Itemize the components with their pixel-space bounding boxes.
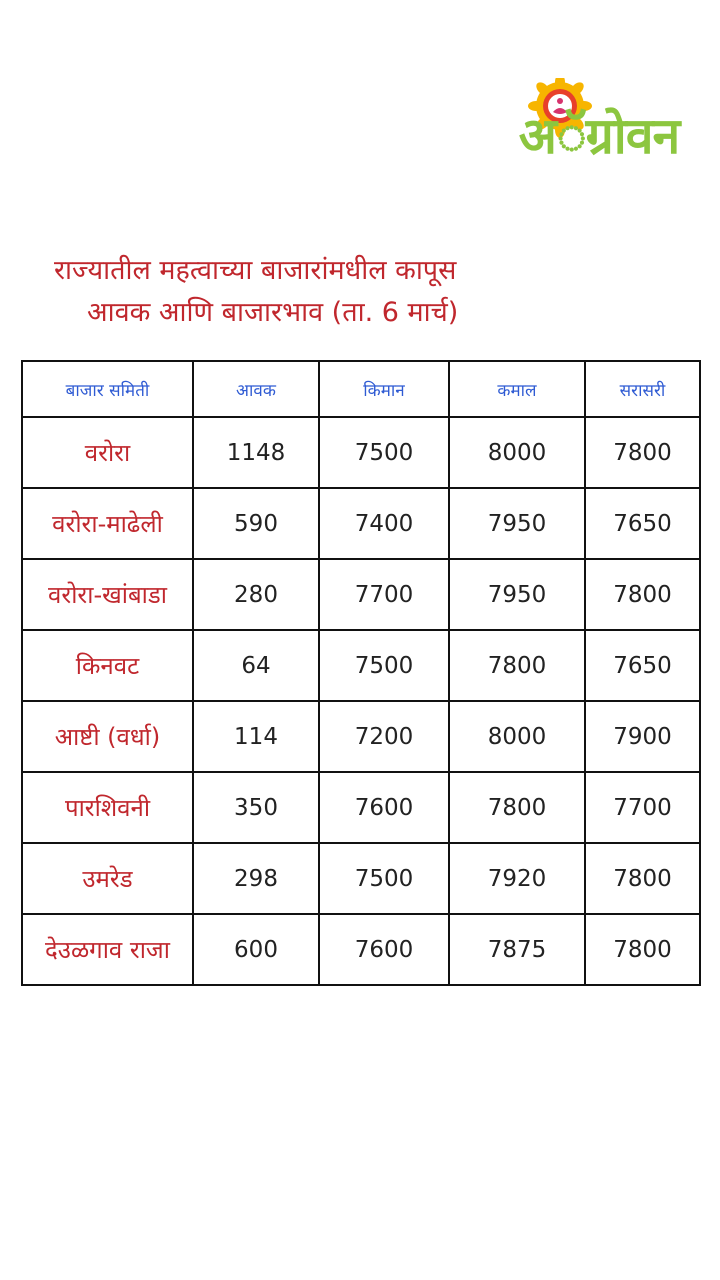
market-name: आष्टी (वर्धा) bbox=[22, 701, 193, 772]
min-value: 7700 bbox=[319, 559, 449, 630]
market-name: किनवट bbox=[22, 630, 193, 701]
table-row bbox=[22, 772, 700, 843]
avg-value: 7800 bbox=[585, 843, 700, 914]
min-value: 7200 bbox=[319, 701, 449, 772]
header-arrival: आवक bbox=[193, 361, 319, 417]
arrival-value: 298 bbox=[193, 843, 319, 914]
market-name: पारशिवनी bbox=[22, 772, 193, 843]
min-value: 7600 bbox=[319, 914, 449, 985]
max-value: 7800 bbox=[449, 630, 585, 701]
avg-value: 7800 bbox=[585, 559, 700, 630]
market-name: वरोरा-माढेली bbox=[22, 488, 193, 559]
header-market-committee: बाजार समिती bbox=[22, 361, 193, 417]
avg-value: 7650 bbox=[585, 488, 700, 559]
max-value: 7950 bbox=[449, 488, 585, 559]
max-value: 8000 bbox=[449, 417, 585, 488]
min-value: 7500 bbox=[319, 843, 449, 914]
arrival-value: 114 bbox=[193, 701, 319, 772]
max-value: 8000 bbox=[449, 701, 585, 772]
market-price-table bbox=[21, 360, 701, 986]
min-value: 7500 bbox=[319, 630, 449, 701]
market-name: उमरेड bbox=[22, 843, 193, 914]
title-line-1: राज्यातील महत्वाच्या बाजारांमधील कापूस bbox=[54, 255, 457, 286]
arrival-value: 280 bbox=[193, 559, 319, 630]
table-header-row bbox=[22, 361, 700, 417]
title-line-2: आवक आणि बाजारभाव (ता. 6 मार्च) bbox=[87, 297, 459, 328]
table-row bbox=[22, 701, 700, 772]
arrival-value: 350 bbox=[193, 772, 319, 843]
avg-value: 7900 bbox=[585, 701, 700, 772]
avg-value: 7700 bbox=[585, 772, 700, 843]
min-value: 7500 bbox=[319, 417, 449, 488]
table-row bbox=[22, 843, 700, 914]
header-min: किमान bbox=[319, 361, 449, 417]
market-name: वरोरा bbox=[22, 417, 193, 488]
max-value: 7950 bbox=[449, 559, 585, 630]
table-row bbox=[22, 417, 700, 488]
arrival-value: 590 bbox=[193, 488, 319, 559]
avg-value: 7800 bbox=[585, 417, 700, 488]
arrival-value: 600 bbox=[193, 914, 319, 985]
table-row bbox=[22, 488, 700, 559]
avg-value: 7650 bbox=[585, 630, 700, 701]
max-value: 7800 bbox=[449, 772, 585, 843]
min-value: 7600 bbox=[319, 772, 449, 843]
arrival-value: 64 bbox=[193, 630, 319, 701]
arrival-value: 1148 bbox=[193, 417, 319, 488]
header-max: कमाल bbox=[449, 361, 585, 417]
table-row bbox=[22, 630, 700, 701]
table-row bbox=[22, 914, 700, 985]
agrowon-logo bbox=[514, 78, 684, 178]
max-value: 7875 bbox=[449, 914, 585, 985]
avg-value: 7800 bbox=[585, 914, 700, 985]
header-average: सरासरी bbox=[585, 361, 700, 417]
market-name: देउळगाव राजा bbox=[22, 914, 193, 985]
table-row bbox=[22, 559, 700, 630]
page-title bbox=[30, 250, 550, 334]
market-name: वरोरा-खांबाडा bbox=[22, 559, 193, 630]
max-value: 7920 bbox=[449, 843, 585, 914]
logo-text: अॅग्रोवन bbox=[518, 107, 680, 165]
min-value: 7400 bbox=[319, 488, 449, 559]
